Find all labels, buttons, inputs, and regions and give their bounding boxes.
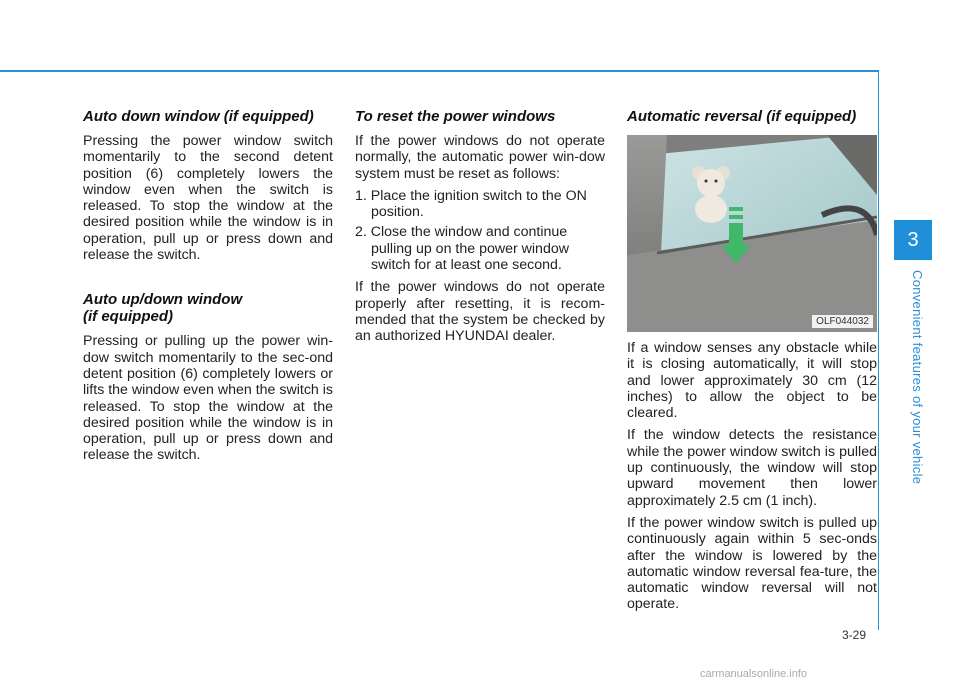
reversal-paragraph: If a window senses any obstacle while it is closing automatically, it will stop and lower approximately 30 cm (12 inches) to allow the object to be cleared.: [627, 340, 877, 422]
auto-down-text: Pressing the power window switch momentarily to the second detent position (6) completely lowers the window even when the switch is released. To stop the window at the desired position while the window is in operation, pull up or press down and release the switch.: [83, 133, 333, 264]
column-3: [627, 108, 877, 619]
heading-auto-updown: [83, 291, 333, 325]
page-number: 3-29: [842, 628, 867, 642]
column-1: [83, 108, 333, 470]
reversal-paragraph: If the power window switch is pulled up continuously again within 5 sec-onds after the window is lowered by the automatic window reversal fea-ture, the automatic window reversal will not operate.: [627, 514, 877, 613]
reset-steps: [355, 188, 605, 273]
header-rule: [0, 70, 878, 72]
figure-code-label: OLF044032: [812, 315, 873, 328]
heading-auto-down: Auto down window (if equipped): [83, 108, 314, 125]
window-reversal-illustration: [627, 135, 877, 332]
side-rule: [878, 70, 879, 630]
column-2: [355, 108, 605, 351]
heading-auto-updown-line2: (if equipped): [83, 308, 173, 326]
heading-auto-reversal: Automatic reversal (if equipped): [627, 108, 857, 125]
auto-updown-text: Pressing or pulling up the power win-dow switch momentarily to the sec-ond detent position (6) completely lowers or lifts the window even when the switch is released. To stop the window at the desired position while the window is in operation, pull up or press down and release the switch.: [83, 333, 333, 464]
chapter-number-tab: 3: [894, 220, 932, 260]
reset-outro: If the power windows do not operate properly after resetting, it is recom-mended that the system be checked by an authorized HYUNDAI dealer.: [355, 279, 605, 345]
heading-reset: To reset the power windows: [355, 108, 556, 125]
reset-step: 1. Place the ignition switch to the ON position.: [355, 187, 587, 221]
reversal-paragraph: If the window detects the resistance while the power window switch is pulled up continuously, the window will stop upward movement then lower approximately 2.5 cm (1 inch).: [627, 427, 877, 509]
reset-intro: If the power windows do not operate normally, the automatic power win-dow system must be reset as follows:: [355, 133, 605, 182]
chapter-side-title: Convenient features of your vehicle: [910, 270, 925, 485]
watermark: carmanualsonline.info: [700, 668, 808, 680]
reset-step: 2. Close the window and continue pulling up on the power window switch for at least one second.: [355, 224, 569, 274]
heading-auto-updown-line1: Auto up/down window: [83, 291, 243, 309]
car-window-drawing: [627, 135, 877, 332]
